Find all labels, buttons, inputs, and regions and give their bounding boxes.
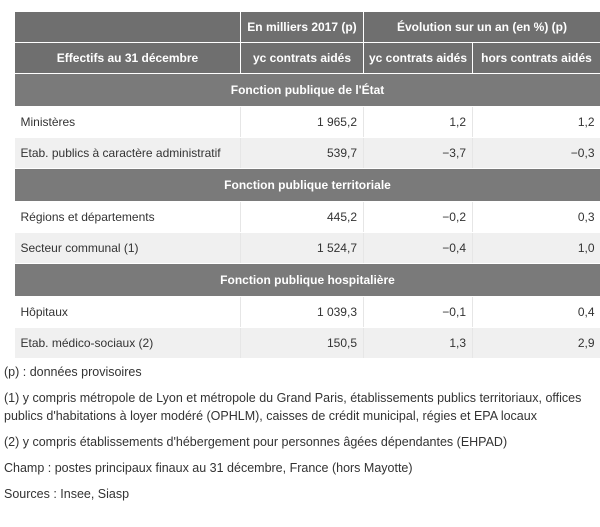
row-evo-yc: 1,2 xyxy=(364,107,473,138)
table-row xyxy=(15,328,600,359)
table-row xyxy=(15,233,600,264)
header-hors-contrats-evo: hors contrats aidés xyxy=(473,43,600,74)
row-value: 445,2 xyxy=(241,202,364,233)
header-yc-contrats-evo: yc contrats aidés xyxy=(364,43,473,74)
section-title: Fonction publique hospitalière xyxy=(15,264,600,297)
row-label: Etab. médico-sociaux (2) xyxy=(15,328,241,359)
row-evo-yc: −0,2 xyxy=(364,202,473,233)
header-empty-cell xyxy=(15,12,241,43)
note-scope: Champ : postes principaux finaux au 31 décembre, France (hors Mayotte) xyxy=(4,461,413,475)
row-evo-yc: 1,3 xyxy=(364,328,473,359)
row-evo-hors: 0,4 xyxy=(473,297,600,328)
row-value: 539,7 xyxy=(241,138,364,169)
header-thousands: En milliers 2017 (p) xyxy=(241,12,364,43)
row-value: 1 039,3 xyxy=(241,297,364,328)
header-effectifs: Effectifs au 31 décembre xyxy=(15,43,241,74)
row-evo-hors: 1,0 xyxy=(473,233,600,264)
row-evo-hors: 1,2 xyxy=(473,107,600,138)
table-row xyxy=(15,297,600,328)
table-row xyxy=(15,107,600,138)
row-label: Secteur communal (1) xyxy=(15,233,241,264)
section-header-hospitaliere xyxy=(15,264,600,297)
row-evo-hors: 2,9 xyxy=(473,328,600,359)
row-evo-hors: 0,3 xyxy=(473,202,600,233)
row-evo-yc: −0,4 xyxy=(364,233,473,264)
note-2: (2) y compris établissements d'hébergement pour personnes âgées dépendantes (EHPAD) xyxy=(4,435,508,449)
section-title: Fonction publique de l'État xyxy=(15,74,600,107)
section-title: Fonction publique territoriale xyxy=(15,169,600,202)
row-value: 1 965,2 xyxy=(241,107,364,138)
row-label: Hôpitaux xyxy=(15,297,241,328)
table-notes xyxy=(4,363,596,511)
note-provisional: (p) : données provisoires xyxy=(4,365,142,379)
header-evolution: Évolution sur un an (en %) (p) xyxy=(364,12,600,43)
row-label: Régions et départements xyxy=(15,202,241,233)
header-yc-contrats-value: yc contrats aidés xyxy=(241,43,364,74)
section-header-etat xyxy=(15,74,600,107)
row-evo-yc: −0,1 xyxy=(364,297,473,328)
note-1: (1) y compris métropole de Lyon et métropole du Grand Paris, établissements publics territoriaux, offices publics d'habitations à loyer modéré (OPHLM), caisses de crédit municipal, régies et EPA locaux xyxy=(4,391,582,423)
effectifs-table xyxy=(14,11,600,359)
row-label: Ministères xyxy=(15,107,241,138)
table-row xyxy=(15,202,600,233)
row-evo-yc: −3,7 xyxy=(364,138,473,169)
row-value: 1 524,7 xyxy=(241,233,364,264)
row-value: 150,5 xyxy=(241,328,364,359)
note-sources: Sources : Insee, Siasp xyxy=(4,487,130,501)
row-label: Etab. publics à caractère administratif xyxy=(15,138,241,169)
row-evo-hors: −0,3 xyxy=(473,138,600,169)
header-row-top xyxy=(15,12,600,43)
section-header-territoriale xyxy=(15,169,600,202)
table-row xyxy=(15,138,600,169)
header-row-bottom xyxy=(15,43,600,74)
